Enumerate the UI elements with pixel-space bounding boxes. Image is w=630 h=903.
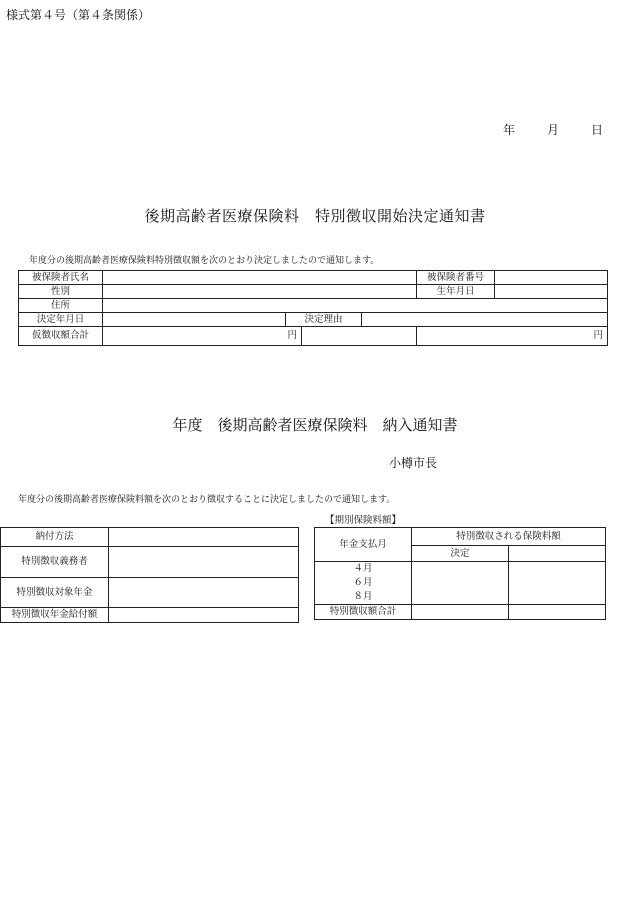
table-row <box>315 605 606 620</box>
notice-title-1: 後期高齢者医療保険料 特別徴収開始決定通知書 <box>144 207 486 225</box>
obligor-label: 特別徴収義務者 <box>1 547 109 578</box>
blank-amount-cell <box>509 562 606 605</box>
decision-reason-value <box>362 313 608 327</box>
table-row <box>19 313 608 327</box>
date-year: 年 <box>503 123 516 137</box>
table-row <box>1 608 299 623</box>
insured-info-table <box>18 270 608 346</box>
special-amount-header: 特別徴収される保険料額 <box>412 528 606 546</box>
form-number: 様式第４号（第４条関係） <box>6 8 151 22</box>
table-row <box>1 547 299 578</box>
period-premium-caption: 【期別保険料額】 <box>325 515 402 526</box>
obligor-value <box>109 547 299 578</box>
pension-month-header: 年金支払月 <box>315 528 412 562</box>
target-pension-label: 特別徴収対象年金 <box>1 578 109 608</box>
period-premium-table <box>314 527 606 620</box>
date-line <box>503 121 603 138</box>
month-august: ８月 <box>353 591 373 602</box>
decision-amount-cell <box>412 562 509 605</box>
provisional-total-label: 仮徴収額合計 <box>19 327 103 346</box>
insured-number-label: 被保険者番号 <box>417 271 495 285</box>
provisional-total-yen-2: 円 <box>417 327 608 346</box>
insured-name-label: 被保険者氏名 <box>19 271 103 285</box>
table-row <box>19 285 608 299</box>
total-blank-value <box>509 605 606 620</box>
notice-intro-2: 年度分の後期高齢者医療保険料額を次のとおり徴収することに決定しましたので通知します。 <box>18 495 396 505</box>
decision-reason-label: 決定理由 <box>286 313 362 327</box>
birth-date-label: 生年月日 <box>417 285 495 299</box>
table-row <box>1 578 299 608</box>
decision-header: 決定 <box>412 546 509 562</box>
insured-number-value <box>495 271 608 285</box>
birth-date-value <box>495 285 608 299</box>
blank-header <box>509 546 606 562</box>
address-label: 住所 <box>19 299 103 313</box>
month-april: ４月 <box>353 563 373 574</box>
pension-amount-value <box>109 608 299 623</box>
provisional-total-yen-1: 円 <box>103 327 302 346</box>
date-month: 月 <box>546 123 559 137</box>
table-row <box>19 271 608 285</box>
notice-intro-1: 年度分の後期高齢者医療保険料特別徴収額を次のとおり決定しましたので通知します。 <box>29 256 380 266</box>
table-row <box>315 562 606 605</box>
payment-method-value <box>109 528 299 547</box>
address-value <box>103 299 608 313</box>
payment-method-label: 納付方法 <box>1 528 109 547</box>
collection-info-table <box>0 527 299 623</box>
table-row <box>1 528 299 547</box>
table-row <box>19 299 608 313</box>
table-row <box>19 327 608 346</box>
month-june: ６月 <box>353 577 373 588</box>
notice-title-2: 年度 後期高齢者医療保険料 納入通知書 <box>172 416 458 434</box>
table-row <box>315 528 606 546</box>
total-decision-value <box>412 605 509 620</box>
decision-date-value <box>103 313 286 327</box>
date-day: 日 <box>590 123 603 137</box>
gender-value <box>103 285 417 299</box>
provisional-total-blank <box>302 327 417 346</box>
total-label: 特別徴収額合計 <box>315 605 412 620</box>
target-pension-value <box>109 578 299 608</box>
month-list <box>315 562 412 605</box>
decision-date-label: 決定年月日 <box>19 313 103 327</box>
gender-label: 性別 <box>19 285 103 299</box>
pension-amount-label: 特別徴収年金給付額 <box>1 608 109 623</box>
insured-name-value <box>103 271 417 285</box>
mayor-name: 小樽市長 <box>389 456 438 470</box>
